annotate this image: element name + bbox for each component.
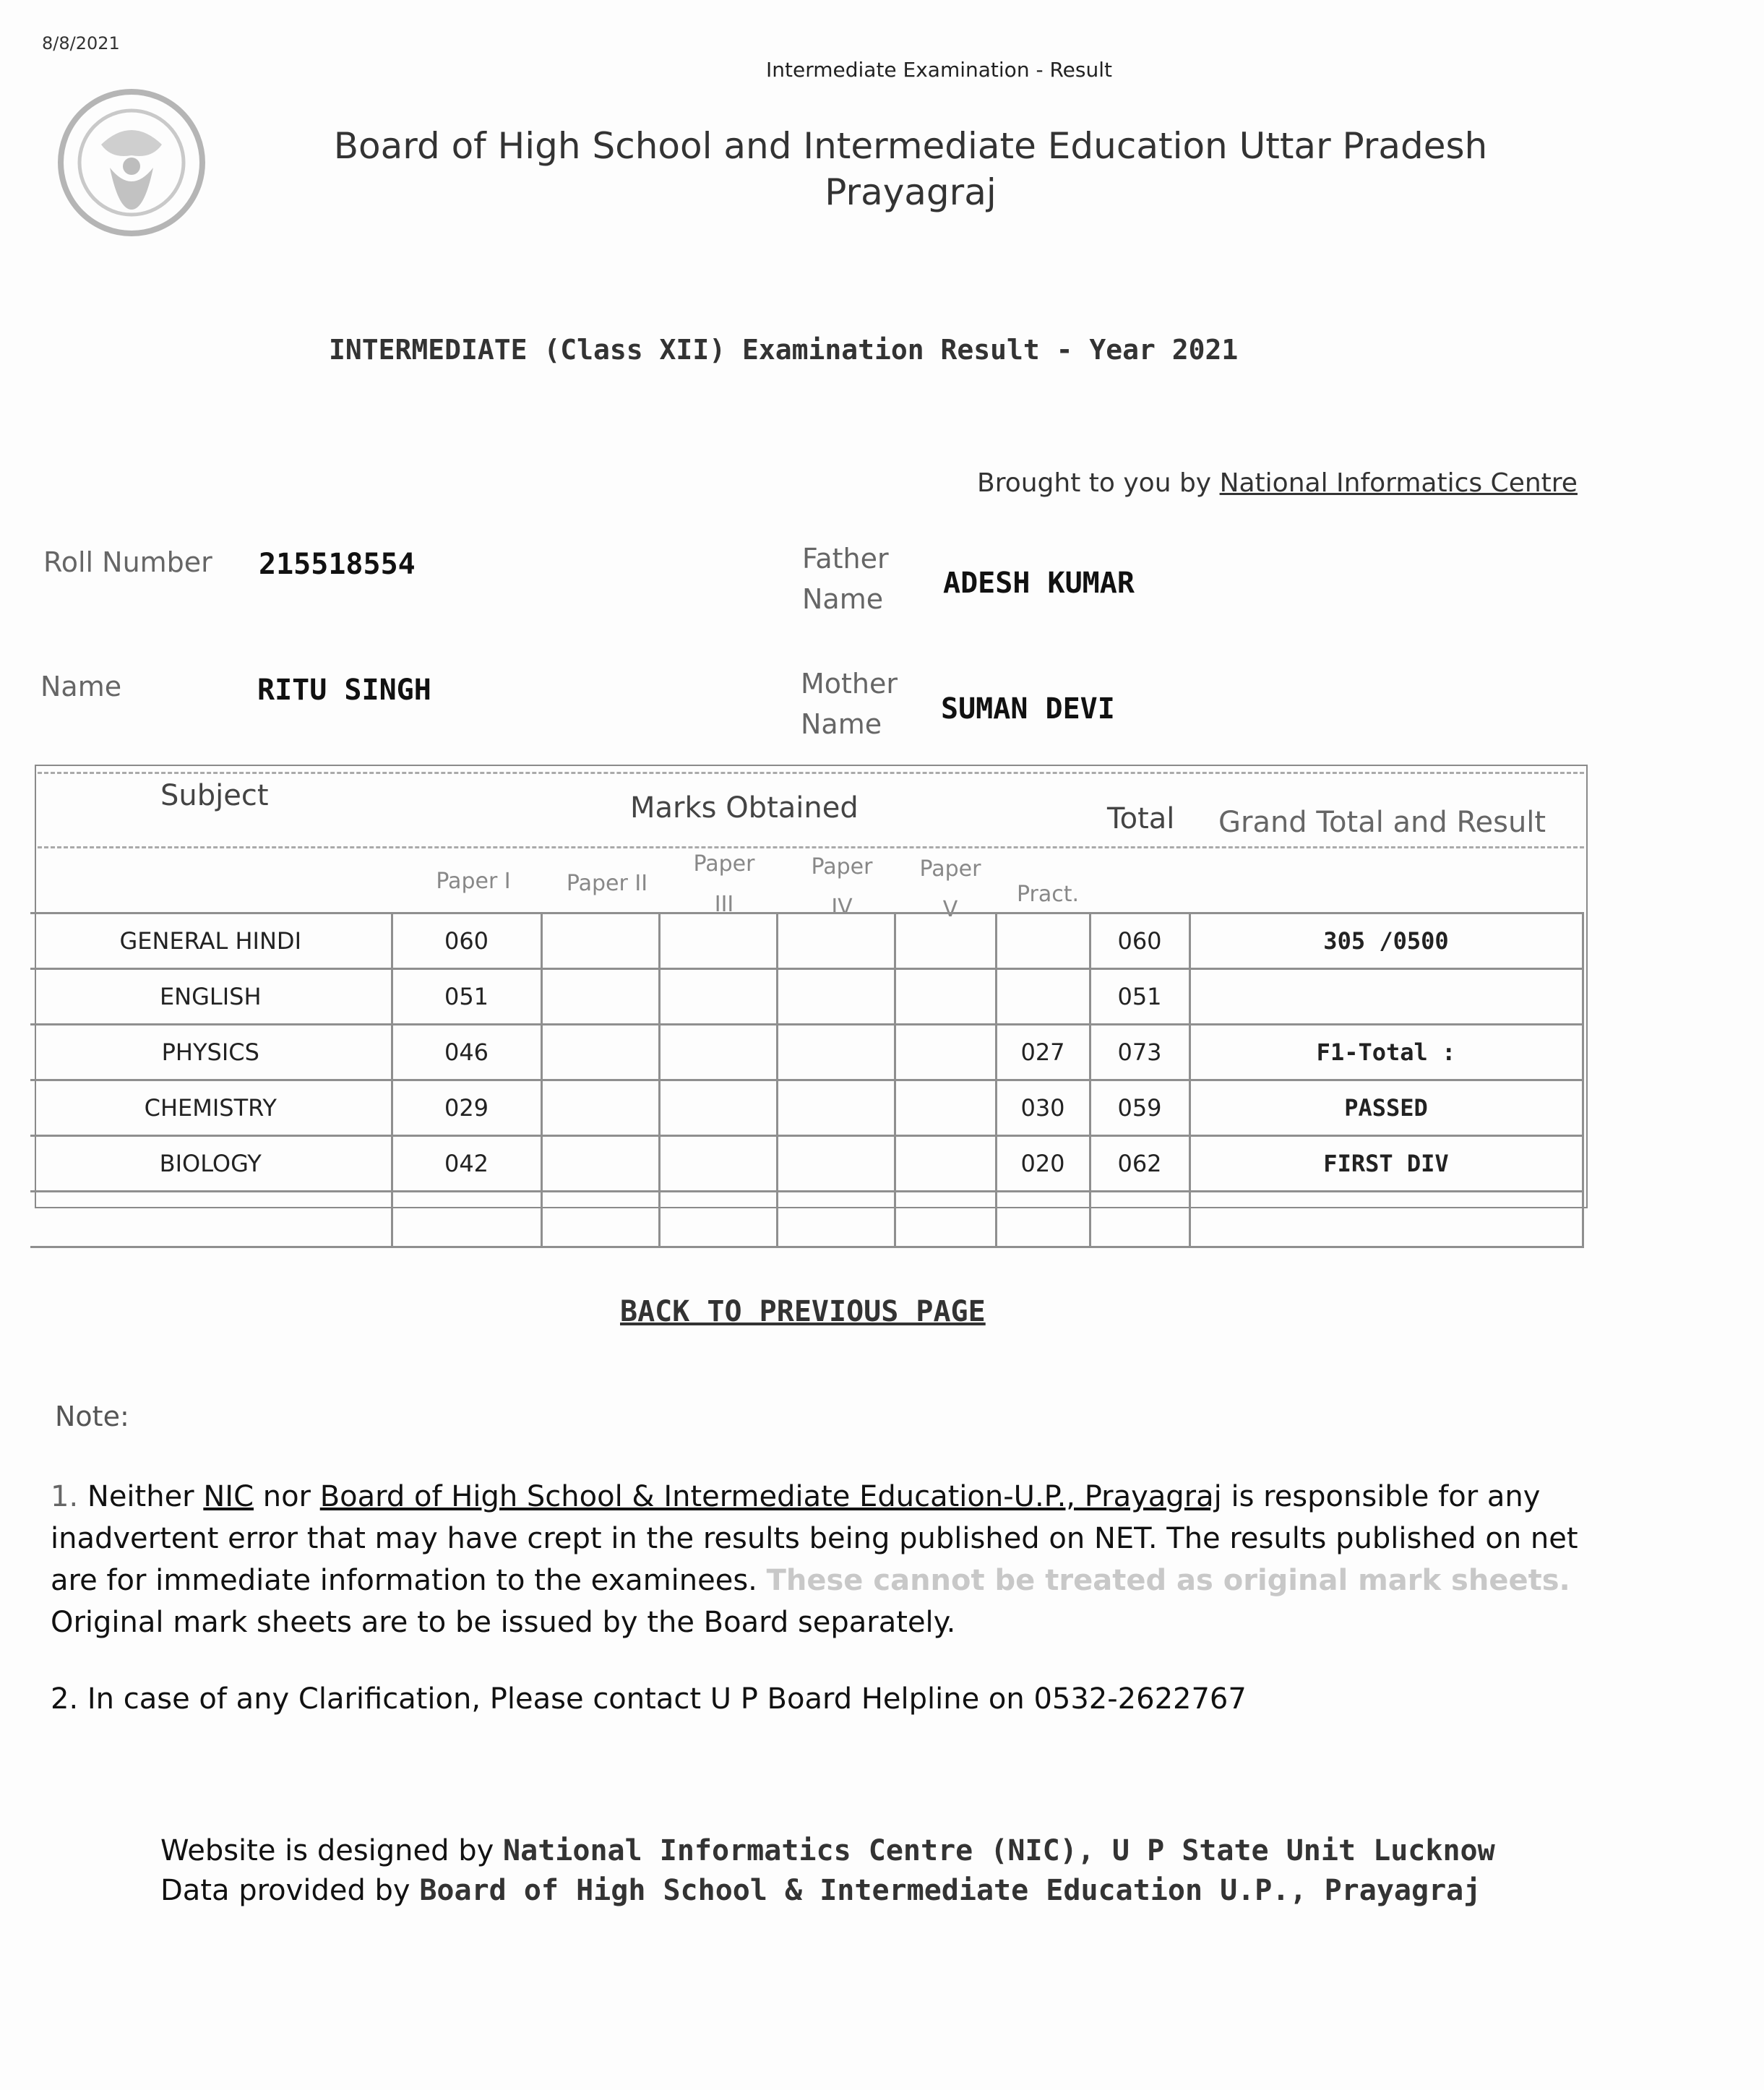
note-heading: Note: xyxy=(55,1401,129,1432)
board-name-line1: Board of High School and Intermediate Education Uttar Pradesh xyxy=(333,125,1488,167)
board-name-line2: Prayagraj xyxy=(825,171,997,213)
paper5-cell xyxy=(895,1080,996,1136)
total-cell: 059 xyxy=(1090,1080,1189,1136)
table-row xyxy=(30,1025,1583,1080)
table-row xyxy=(30,1136,1583,1192)
th-paper4-line2: IV xyxy=(831,895,853,920)
subject-cell: PHYSICS xyxy=(30,1025,392,1080)
paper4-cell xyxy=(777,913,895,969)
mother-name-value: SUMAN DEVI xyxy=(941,692,1115,726)
student-name-value: RITU SINGH xyxy=(257,674,431,707)
total-cell: 062 xyxy=(1090,1136,1189,1192)
table-row-empty xyxy=(30,1192,1583,1247)
note-2: 2. In case of any Clarification, Please contact U P Board Helpline on 0532-2622767 xyxy=(51,1682,1247,1716)
roll-number-label: Roll Number xyxy=(43,546,212,578)
nic-link[interactable]: National Informatics Centre xyxy=(1219,468,1578,498)
pract-cell: 030 xyxy=(996,1080,1090,1136)
subject-cell: CHEMISTRY xyxy=(30,1080,392,1136)
note-1-faded-text: These cannot be treated as original mark sheets. xyxy=(766,1564,1570,1597)
father-name-label xyxy=(802,538,889,619)
paper4-cell xyxy=(777,969,895,1025)
division-value: FIRST DIV xyxy=(1189,1136,1583,1192)
table-row xyxy=(30,1080,1583,1136)
name-label: Name xyxy=(40,671,122,702)
paper1-cell: 060 xyxy=(392,913,541,969)
th-marks-obtained: Marks Obtained xyxy=(630,791,859,825)
paper2-cell xyxy=(541,969,659,1025)
pract-cell: 027 xyxy=(996,1025,1090,1080)
footer-line-2 xyxy=(160,1874,1481,1907)
paper2-cell xyxy=(541,1080,659,1136)
up-government-emblem xyxy=(51,87,213,238)
paper1-cell: 042 xyxy=(392,1136,541,1192)
grand-total-value: 305 /0500 xyxy=(1189,913,1583,969)
nic-link[interactable]: NIC xyxy=(203,1480,254,1513)
board-name xyxy=(329,123,1492,215)
father-label-line1: Father xyxy=(802,543,889,575)
paper2-cell xyxy=(541,913,659,969)
exam-title: INTERMEDIATE (Class XII) Examination Result - Year 2021 xyxy=(329,334,1239,366)
th-pract: Pract. xyxy=(1016,882,1080,907)
paper5-cell xyxy=(895,913,996,969)
result-label: F1-Total : xyxy=(1189,1025,1583,1080)
paper1-cell: 051 xyxy=(392,969,541,1025)
board-link[interactable]: Board of High School & Intermediate Education-U.P., Prayagraj xyxy=(319,1480,1222,1513)
note-1-number: 1. xyxy=(51,1480,79,1513)
pract-cell xyxy=(996,913,1090,969)
paper4-cell xyxy=(777,1080,895,1136)
th-paper5-line2: V xyxy=(942,897,958,922)
total-cell: 060 xyxy=(1090,913,1189,969)
back-to-previous-page-link[interactable]: BACK TO PREVIOUS PAGE xyxy=(620,1295,986,1328)
pract-cell: 020 xyxy=(996,1136,1090,1192)
paper1-cell: 029 xyxy=(392,1080,541,1136)
father-name-value: ADESH KUMAR xyxy=(943,567,1135,600)
th-paper3-line1: Paper xyxy=(693,851,755,877)
mother-label-line2: Name xyxy=(801,708,882,740)
paper3-cell xyxy=(659,1136,777,1192)
note-1 xyxy=(51,1476,1604,1643)
paper1-cell: 046 xyxy=(392,1025,541,1080)
th-paper4-line1: Paper xyxy=(811,854,873,880)
th-paper5-line1: Paper xyxy=(919,856,981,882)
total-cell: 051 xyxy=(1090,969,1189,1025)
paper2-cell xyxy=(541,1025,659,1080)
table-row xyxy=(30,969,1583,1025)
th-paper1: Paper I xyxy=(436,869,511,894)
footer-line2-bold: Board of High School & Intermediate Education U.P., Prayagraj xyxy=(419,1874,1481,1907)
th-grand-total: Grand Total and Result xyxy=(1218,806,1546,839)
paper4-cell xyxy=(777,1136,895,1192)
table-row xyxy=(30,913,1583,969)
total-cell: 073 xyxy=(1090,1025,1189,1080)
brought-by-prefix: Brought to you by xyxy=(977,468,1212,498)
paper3-cell xyxy=(659,913,777,969)
footer-line1-prefix: Website is designed by xyxy=(160,1834,494,1867)
th-total: Total xyxy=(1107,802,1175,835)
brought-by xyxy=(977,468,1578,498)
subject-cell: GENERAL HINDI xyxy=(30,913,392,969)
father-label-line2: Name xyxy=(802,583,884,615)
th-paper2: Paper II xyxy=(566,871,648,896)
paper3-cell xyxy=(659,1080,777,1136)
th-paper3-line2: III xyxy=(714,892,734,917)
print-date: 8/8/2021 xyxy=(42,33,120,53)
paper5-cell xyxy=(895,969,996,1025)
paper3-cell xyxy=(659,1025,777,1080)
subject-cell: ENGLISH xyxy=(30,969,392,1025)
mother-name-label xyxy=(801,663,898,744)
page-title: Intermediate Examination - Result xyxy=(766,58,1112,82)
note-1-text-c: is responsible for any inadvertent error that may have crept in the results being published on NET. The results published on net are for immediate information to the examinees. xyxy=(51,1480,1578,1597)
pract-cell xyxy=(996,969,1090,1025)
paper4-cell xyxy=(777,1025,895,1080)
note-1-text-a: Neither xyxy=(87,1480,194,1513)
footer-line1-bold: National Informatics Centre (NIC), U P State Unit Lucknow xyxy=(503,1834,1495,1867)
note-1-text-b: nor xyxy=(262,1480,311,1513)
marks-table xyxy=(30,912,1584,1248)
footer-line2-prefix: Data provided by xyxy=(160,1874,410,1907)
mother-label-line1: Mother xyxy=(801,668,898,700)
result-status: PASSED xyxy=(1189,1080,1583,1136)
subject-cell: BIOLOGY xyxy=(30,1136,392,1192)
paper5-cell xyxy=(895,1025,996,1080)
paper3-cell xyxy=(659,969,777,1025)
note-1-text-d: Original mark sheets are to be issued by the Board separately. xyxy=(51,1606,956,1639)
roll-number-value: 215518554 xyxy=(259,548,416,581)
paper2-cell xyxy=(541,1136,659,1192)
paper5-cell xyxy=(895,1136,996,1192)
result-empty-cell xyxy=(1189,969,1583,1025)
footer-line-1 xyxy=(160,1834,1495,1867)
th-subject: Subject xyxy=(160,779,269,812)
